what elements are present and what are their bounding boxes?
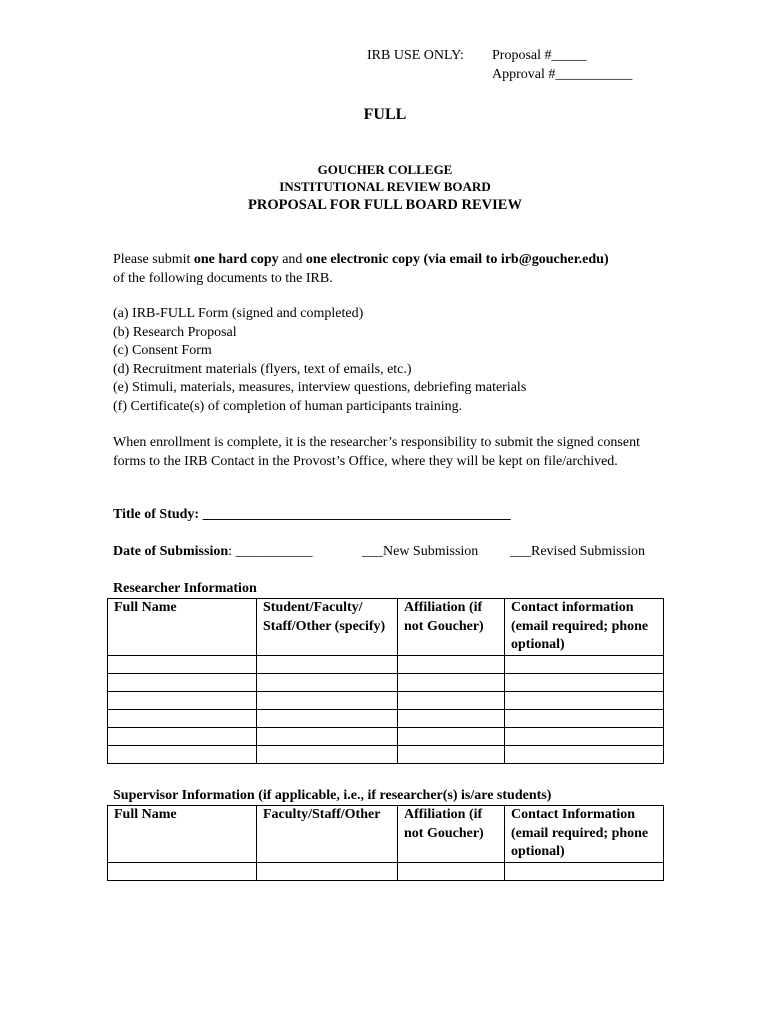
table-cell[interactable] [398, 709, 505, 727]
researcher-info-heading: Researcher Information [113, 581, 257, 596]
table-cell[interactable] [108, 862, 257, 880]
intro-text-3: of the following documents to the IRB. [113, 271, 333, 286]
intro-paragraph [113, 250, 673, 288]
table-cell[interactable] [108, 673, 257, 691]
form-type-title: FULL [363, 106, 407, 123]
table-cell[interactable] [505, 862, 664, 880]
date-of-submission-label: Date of Submission [113, 544, 229, 559]
board-name: INSTITUTIONAL REVIEW BOARD [279, 179, 491, 194]
column-header: Affiliation (if not Goucher) [398, 806, 505, 863]
date-of-submission-field[interactable] [113, 544, 313, 560]
proposal-number-field[interactable]: Proposal #_____ [492, 48, 587, 63]
page-title: PROPOSAL FOR FULL BOARD REVIEW [248, 197, 522, 213]
table-cell[interactable] [398, 673, 505, 691]
table-cell[interactable] [257, 673, 398, 691]
table-cell[interactable] [398, 727, 505, 745]
list-item: (c) Consent Form [113, 343, 212, 358]
table-cell[interactable] [257, 862, 398, 880]
table-cell[interactable] [398, 691, 505, 709]
table-cell[interactable] [108, 655, 257, 673]
table-row [108, 691, 664, 709]
list-item: (f) Certificate(s) of completion of human participants training. [113, 398, 463, 414]
table-cell[interactable] [108, 709, 257, 727]
table-cell[interactable] [398, 745, 505, 763]
column-header: Contact information (email required; phone optional) [505, 599, 664, 656]
table-cell[interactable] [257, 709, 398, 727]
column-header: Full Name [108, 806, 257, 863]
column-header: Contact Information (email required; phone optional) [505, 806, 664, 863]
new-submission-option[interactable]: ___New Submission [362, 544, 479, 559]
column-header: Student/Faculty/ Staff/Other (specify) [257, 599, 398, 656]
table-cell[interactable] [505, 655, 664, 673]
table-cell[interactable] [505, 709, 664, 727]
intro-bold-2: one electronic copy (via email to irb@goucher.edu) [305, 252, 609, 267]
table-row [108, 727, 664, 745]
table-cell[interactable] [505, 727, 664, 745]
column-header: Faculty/Staff/Other [257, 806, 398, 863]
table-cell[interactable] [257, 691, 398, 709]
table-cell[interactable] [505, 745, 664, 763]
table-cell[interactable] [108, 745, 257, 763]
enrollment-note: When enrollment is complete, it is the researcher’s responsibility to submit the signed consent forms to the IRB Contact in the Provost’s Office, where they will be kept on file/archived. [113, 435, 640, 469]
revised-submission-option[interactable]: ___Revised Submission [510, 544, 645, 559]
table-row [108, 745, 664, 763]
column-header: Affiliation (if not Goucher) [398, 599, 505, 656]
table-cell[interactable] [257, 727, 398, 745]
irb-use-only-label: IRB USE ONLY: [367, 48, 464, 63]
college-name: GOUCHER COLLEGE [317, 162, 453, 177]
table-cell[interactable] [108, 727, 257, 745]
table-cell[interactable] [108, 691, 257, 709]
intro-text-1: Please submit [113, 252, 194, 267]
approval-number-field[interactable]: Approval #___________ [492, 67, 633, 82]
table-cell[interactable] [505, 673, 664, 691]
researcher-table [107, 598, 664, 764]
intro-bold-1: one hard copy [193, 252, 279, 267]
table-cell[interactable] [398, 655, 505, 673]
document-list [113, 305, 526, 416]
table-row [108, 862, 664, 880]
supervisor-table [107, 805, 664, 881]
table-row [108, 709, 664, 727]
table-row [108, 655, 664, 673]
list-item: (b) Research Proposal [113, 324, 237, 340]
title-of-study-label: Title of Study: [113, 507, 200, 522]
list-item: (d) Recruitment materials (flyers, text of emails, etc.) [113, 361, 412, 377]
list-item: (a) IRB-FULL Form (signed and completed) [113, 306, 364, 321]
supervisor-info-heading: Supervisor Information (if applicable, i.e., if researcher(s) is/are students) [113, 788, 552, 803]
column-header: Full Name [108, 599, 257, 656]
title-of-study-line[interactable]: ____________________________________________ [202, 507, 511, 522]
table-header-row [108, 599, 664, 656]
intro-text-2: and [278, 252, 306, 267]
table-row [108, 673, 664, 691]
table-cell[interactable] [505, 691, 664, 709]
table-cell[interactable] [257, 745, 398, 763]
table-cell[interactable] [398, 862, 505, 880]
list-item: (e) Stimuli, materials, measures, interview questions, debriefing materials [113, 380, 527, 395]
table-cell[interactable] [257, 655, 398, 673]
table-header-row [108, 806, 664, 863]
title-of-study-field[interactable] [113, 507, 511, 523]
date-of-submission-line[interactable]: : ___________ [228, 544, 313, 559]
